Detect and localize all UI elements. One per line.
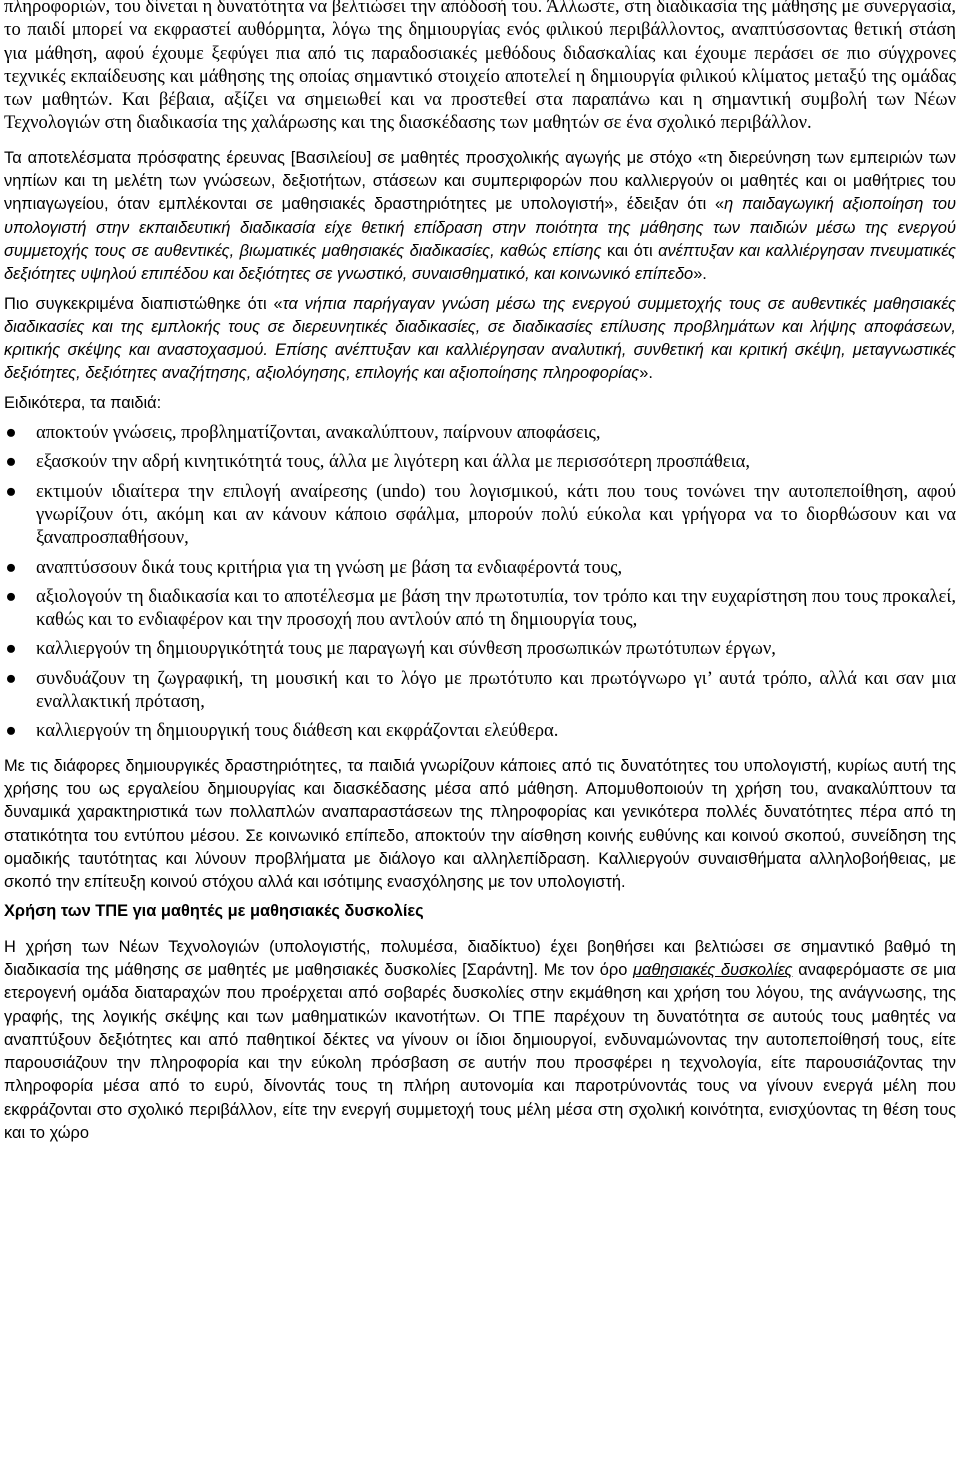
ld-text-a: Η χρήση των Νέων Τεχνολογιών (υπολογιστής, πολυμέσα, διαδίκτυο) έχει βοηθήσει και βελτιώσει σε σημαντικό βαθμό τη διαδικασία της μάθησης σε μαθητές με μαθησιακές δυσκολίες [Σαράντη]. Με τον όρο bbox=[4, 937, 956, 979]
list-item bbox=[4, 421, 956, 444]
bullet-icon: ● bbox=[5, 451, 17, 473]
research-quote-a: η παιδαγωγική αξιοποίηση του υπολογιστή στην εκπαιδευτική διαδικασία είχε θετική επίδραση στην ποιότητα της μάθησης των παιδιών μέσω της ενεργού συμμετοχής τους σε αυθεντικές, βιωματικές μαθησιακές διαδικασίες, καθώς επίσης bbox=[4, 195, 956, 260]
paragraph-research bbox=[4, 147, 956, 287]
paragraph-learning-difficulties bbox=[4, 936, 956, 1146]
bullet-icon: ● bbox=[5, 480, 17, 502]
bullet-icon: ● bbox=[5, 720, 17, 742]
research-text-a: Τα αποτελέσματα πρόσφατης έρευνας [Βασιλείου] σε μαθητές προσχολικής αγωγής με στόχο «τη διερεύνηση των εμπειριών των νηπίων και τη μελέτη των γνώσεων, δεξιοτήτων, στάσεων και συμπεριφορών που καλλιεργούν οι μαθητές και οι μαθήτριες του νηπιαγωγείου, όταν εμπλέκονται σε μαθησιακές δραστηριότητες με υπολογιστή», έδειξαν ότι « bbox=[4, 148, 956, 214]
findings-quote: τα νήπια παρήγαγαν γνώση μέσω της ενεργού συμμετοχής τους σε αυθεντικές μαθησιακές διαδικασίες και της εμπλοκής τους σε διερευνητικές διαδικασίες, σε διαδικασίες επίλυσης προβλημάτων και λήψης αποφάσεων, κριτικής σκέψης και αναστοχασμού. Επίσης ανέπτυξαν και καλλιέργησαν αναλυτική, συνθετική και κριτική σκέψη, μεταγνωστικές δεξιότητες, δεξιότητες αναζήτησης, αξιολόγησης, επιλογής και αξιοποίησης πληροφορίας bbox=[4, 294, 957, 383]
bullet-icon: ● bbox=[5, 585, 17, 607]
research-quote-b: ανέπτυξαν και καλλιέργησαν πνευματικές δεξιότητες υψηλού επιπέδου και δεξιότητες σε γνωστικό, συναισθηματικό, και κοινωνικό επίπεδο bbox=[4, 241, 957, 284]
list-intro: Ειδικότερα, τα παιδιά: bbox=[4, 393, 162, 412]
section-heading: Χρήση των ΤΠΕ για μαθητές με μαθησιακές δυσκολίες bbox=[4, 902, 424, 921]
bullet-icon: ● bbox=[5, 667, 17, 689]
list-item-text: εκτιμούν ιδιαίτερα την επιλογή αναίρεσης (undo) του λογισμικού, κάτι που τους τονώνει την αυτοπεποίθηση, αφού γνωρίζουν ότι, ακόμη και αν κάνουν κάποιο σφάλμα, μπορούν πολύ εύκολα και γρήγορα να το διορθώσουν και να ξαναπροσπαθήσουν, bbox=[36, 480, 956, 549]
research-text-e: ». bbox=[693, 265, 707, 284]
list-item bbox=[4, 556, 956, 579]
findings-text-a: Πιο συγκεκριμένα διαπιστώθηκε ότι « bbox=[4, 294, 283, 313]
paragraph-activities: Με τις διάφορες δημιουργικές δραστηριότητες, τα παιδιά γνωρίζουν κάποιες από τις δυνατότητες του υπολογιστή, κυρίως αυτή της χρήσης του ως εργαλείου δημιουργίας και διασκέδασης μέσα από μάθηση. Απομυθοποιούν τη χρήση του, ανακαλύπτουν τα δυναμικά χαρακτηριστικά των πολλαπλών αναπαραστάσεων της πληροφορίας και γενικότερα πολλές δυνατότητες πέρα από τη στατικότητα του εντύπου μέσου. Σε κοινωνικό επίπεδο, αποκτούν την αίσθηση κοινής ευθύνης και κοινού σκοπού, συνείδηση της ομαδικής ταυτότητας και λύνουν προβλήματα με διάλογο και αλληλεπίδραση. Καλλιεργούν συναισθήματα αλληλοβοήθειας, με σκοπό την επίτευξη κοινού στόχου αλλά και ισότιμης ενασχόλησης με τον υπολογιστή. bbox=[4, 756, 956, 892]
ld-term: μαθησιακές δυσκολίες bbox=[633, 960, 793, 979]
list-item bbox=[4, 450, 956, 473]
list-item bbox=[4, 667, 956, 714]
paragraph-intro-text: πληροφοριών, του δίνεται η δυνατότητα να βελτιώσει την απόδοσή του. Άλλωστε, στη διαδικασία της μάθησης με συνεργασία, το παιδί μπορεί να εκφραστεί αυθόρμητα, λόγω της δημιουργίας ενός φιλικού περιβάλλοντος, αναπτύσσοντας θετική στάση για μάθηση, αφού έχουμε ξεφύγει πια από τις παραδοσιακές μεθόδους διδασκαλίας και έχουμε περάσει σε πιο σύγχρονες τεχνικές εκπαίδευσης και μάθησης της οποίας σημαντικό στοιχείο αποτελεί η δημιουργία φιλικού κλίματος μεταξύ της ομάδας των μαθητών. bbox=[4, 0, 956, 111]
list-item-text: αποκτούν γνώσεις, προβληματίζονται, ανακαλύπτουν, παίρνουν αποφάσεις, bbox=[36, 422, 601, 444]
bullet-icon: ● bbox=[5, 638, 17, 660]
list-item bbox=[4, 637, 956, 660]
bullet-icon: ● bbox=[5, 556, 17, 578]
list-item bbox=[4, 585, 956, 632]
document-page bbox=[4, 0, 956, 1145]
ld-text-b: αναφερόμαστε σε μια ετερογενή ομάδα διαταραχών που προέρχεται από σοβαρές δυσκολίες στην εκμάθηση και χρήση του λόγου, της ανάγνωσης, της γραφής, της λογικής σκέψης και των μαθηματικών ικανοτήτων. Οι ΤΠΕ παρέχουν τη δυνατότητα σε αυτούς τους μαθητές να αναπτύξουν δεξιότητες και από παθητικοί δέκτες να γίνουν οι ίδιοι δημιουργοί, ενδυναμώνοντας την αυτοπεποίθησή τους, είτε παρουσιάζουν την πληροφορία και την εύκολη πρόσβαση σε αυτήν που προσφέρει η τεχνολογία, είτε παρουσιάζοντας την πληροφορία μέσα από το ευρύ, δίνοντάς τους τη πλήρη αυτονομία και παροτρύνοντάς τους να γίνουν ενεργά μέλη που εκφράζονται στο σχολικό περιβάλλον, είτε την ενεργή συμμετοχή τους μέλη μέσα στη σχολική κοινότητα, ενισχύοντας τη θέση τους και το χώρο bbox=[4, 960, 956, 1143]
bullet-icon: ● bbox=[5, 422, 17, 444]
list-item-text: καλλιεργούν τη δημιουργική τους διάθεση και εκφράζονται ελεύθερα. bbox=[36, 720, 559, 742]
list-item-text: συνδυάζουν τη ζωγραφική, τη μουσική και το λόγο με πρωτότυπο και πρωτόγνωρο γι’ αυτά τρόπο, αλλά και σαν μια εναλλακτική πρόταση, bbox=[36, 667, 956, 713]
list-item-text: αξιολογούν τη διαδικασία και το αποτέλεσμα με βάση την πρωτοτυπία, τον τρόπο και την ευχαρίστηση που τους προκαλεί, καθώς και το ενδιαφέρον και την προσοχή που αντλούν από τη δημιουργία τους, bbox=[36, 585, 956, 631]
list-item-text: αναπτύσσουν δικά τους κριτήρια για τη γνώση με βάση τα ενδιαφέροντά τους, bbox=[36, 556, 623, 578]
list-item bbox=[4, 719, 956, 742]
list-item bbox=[4, 480, 956, 550]
list-item-text: καλλιεργούν τη δημιουργικότητά τους με παραγωγή και σύνθεση προσωπικών πρωτότυπων έργων, bbox=[36, 638, 776, 660]
paragraph-findings bbox=[4, 293, 956, 386]
paragraph-intro-tail: Και βέβαια, αξίζει να σημειωθεί και να προστεθεί στα παραπάνω και η σημαντική συμβολή των Νέων Τεχνολογιών στη διαδικασία της χαλάρωσης και της διασκέδασης των μαθητών σε ένα σχολικό περιβάλλον. bbox=[4, 89, 957, 134]
paragraph-intro bbox=[4, 0, 956, 135]
findings-text-c: ». bbox=[639, 364, 653, 383]
research-text-c: και ότι bbox=[601, 241, 659, 260]
skills-list bbox=[4, 421, 956, 743]
list-item-text: εξασκούν την αδρή κινητικότητά τους, άλλα με λιγότερη και άλλα με περισσότερη προσπάθεια, bbox=[36, 451, 751, 473]
